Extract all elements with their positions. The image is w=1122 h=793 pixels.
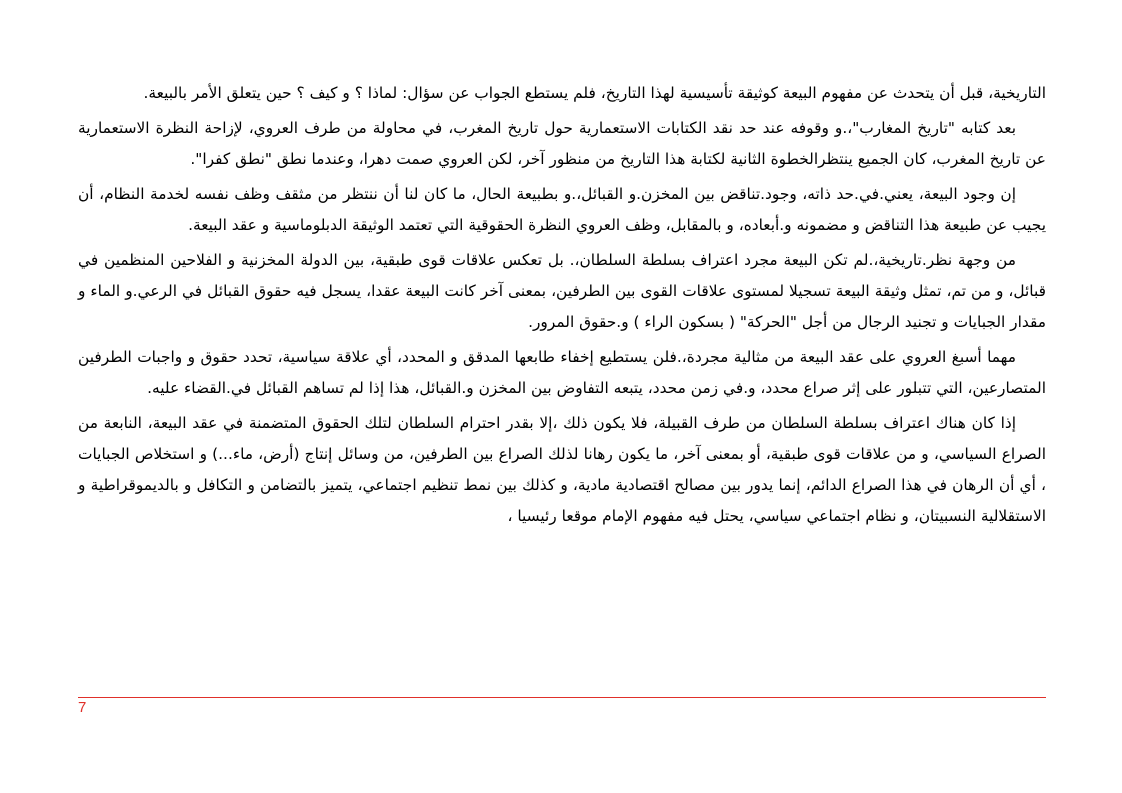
body-text xyxy=(78,78,1046,536)
paragraph-3: إن وجود البيعة، يعني.في.حد ذاته، وجود.تناقض بين المخزن.و القبائل،.و بطبيعة الحال، ما كان لنا أن ننتظر من مثقف وظف نفسه لخدمة النظام، أن يجيب عن طبيعة هذا التناقض و مضمونه و.أبعاده، و بالمقابل، وظف العروي النظرة الحقوقية التي تعتمد الوثيقة الدبلوماسية و عقد البيعة. xyxy=(78,185,1046,234)
page-number: 7 xyxy=(78,699,87,716)
footer-divider xyxy=(78,697,1046,698)
paragraph-5: مهما أسبغ العروي على عقد البيعة من مثالية مجردة،.فلن يستطيع إخفاء طابعها المدقق و المحدد، أي علاقة سياسية، تحدد حقوق و واجبات الطرفين المتصارعين، التي تتبلور على إثر صراع محدد، و.في زمن محدد، يتبعه التفاوض بين المخزن و.القبائل، هذا إذا لم تساهم القبائل في.القضاء عليه. xyxy=(78,348,1046,397)
paragraph-6: إذا كان هناك اعتراف بسلطة السلطان من طرف القبيلة، فلا يكون ذلك ،إلا بقدر احترام السلطان لتلك الحقوق المتضمنة في عقد البيعة، النابعة من الصراع السياسي، و من علاقات قوى طبقية، أو بمعنى آخر، ما يكون رهانا لذلك الصراع بين الطرفين، من وسائل إنتاج (أرض، ماء...) و استخلاص الجبايات ، أي أن الرهان في هذا الصراع الدائم، إنما يدور بين مصالح اقتصادية مادية، و كذلك بين نمط تنظيم اجتماعي، يتميز بالتضامن و التكافل و بالديموقراطية و الاستقلالية النسبيتان، و نظام اجتماعي سياسي، يحتل فيه مفهوم الإمام موقعا رئيسيا ، xyxy=(78,414,1046,525)
paragraph-4: من وجهة نظر.تاريخية،.لم تكن البيعة مجرد اعتراف بسلطة السلطان،. بل تعكس علاقات قوى طبقية، بين الدولة المخزنية و الفلاحين المنظمين في قبائل، و من تم، تمثل وثيقة البيعة تسجيلا لمستوى علاقات القوى بين الطرفين، بمعنى آخر كانت البيعة عقدا، يسجل فيه حقوق القبائل في الرعي.و الماء و مقدار الجبايات و تجنيد الرجال من أجل "الحركة" ( بسكون الراء ) و.حقوق المرور. xyxy=(78,251,1046,331)
paragraph-2: بعد كتابه "تاريخ المغارب"،.و وقوفه عند حد نقد الكتابات الاستعمارية حول تاريخ المغرب، في محاولة من طرف العروي، لإزاحة النظرة الاستعمارية عن تاريخ المغرب، كان الجميع ينتظرالخطوة الثانية لكتابة هذا التاريخ من منظور آخر، لكن العروي صمت دهرا، وعندما نطق "نطق كفرا". xyxy=(78,119,1046,168)
paragraph-1: التاريخية، قبل أن يتحدث عن مفهوم البيعة كوثيقة تأسيسية لهذا التاريخ، فلم يستطع الجواب عن سؤال: لماذا ؟ و كيف ؟ حين يتعلق الأمر بالبيعة. xyxy=(143,84,1046,102)
